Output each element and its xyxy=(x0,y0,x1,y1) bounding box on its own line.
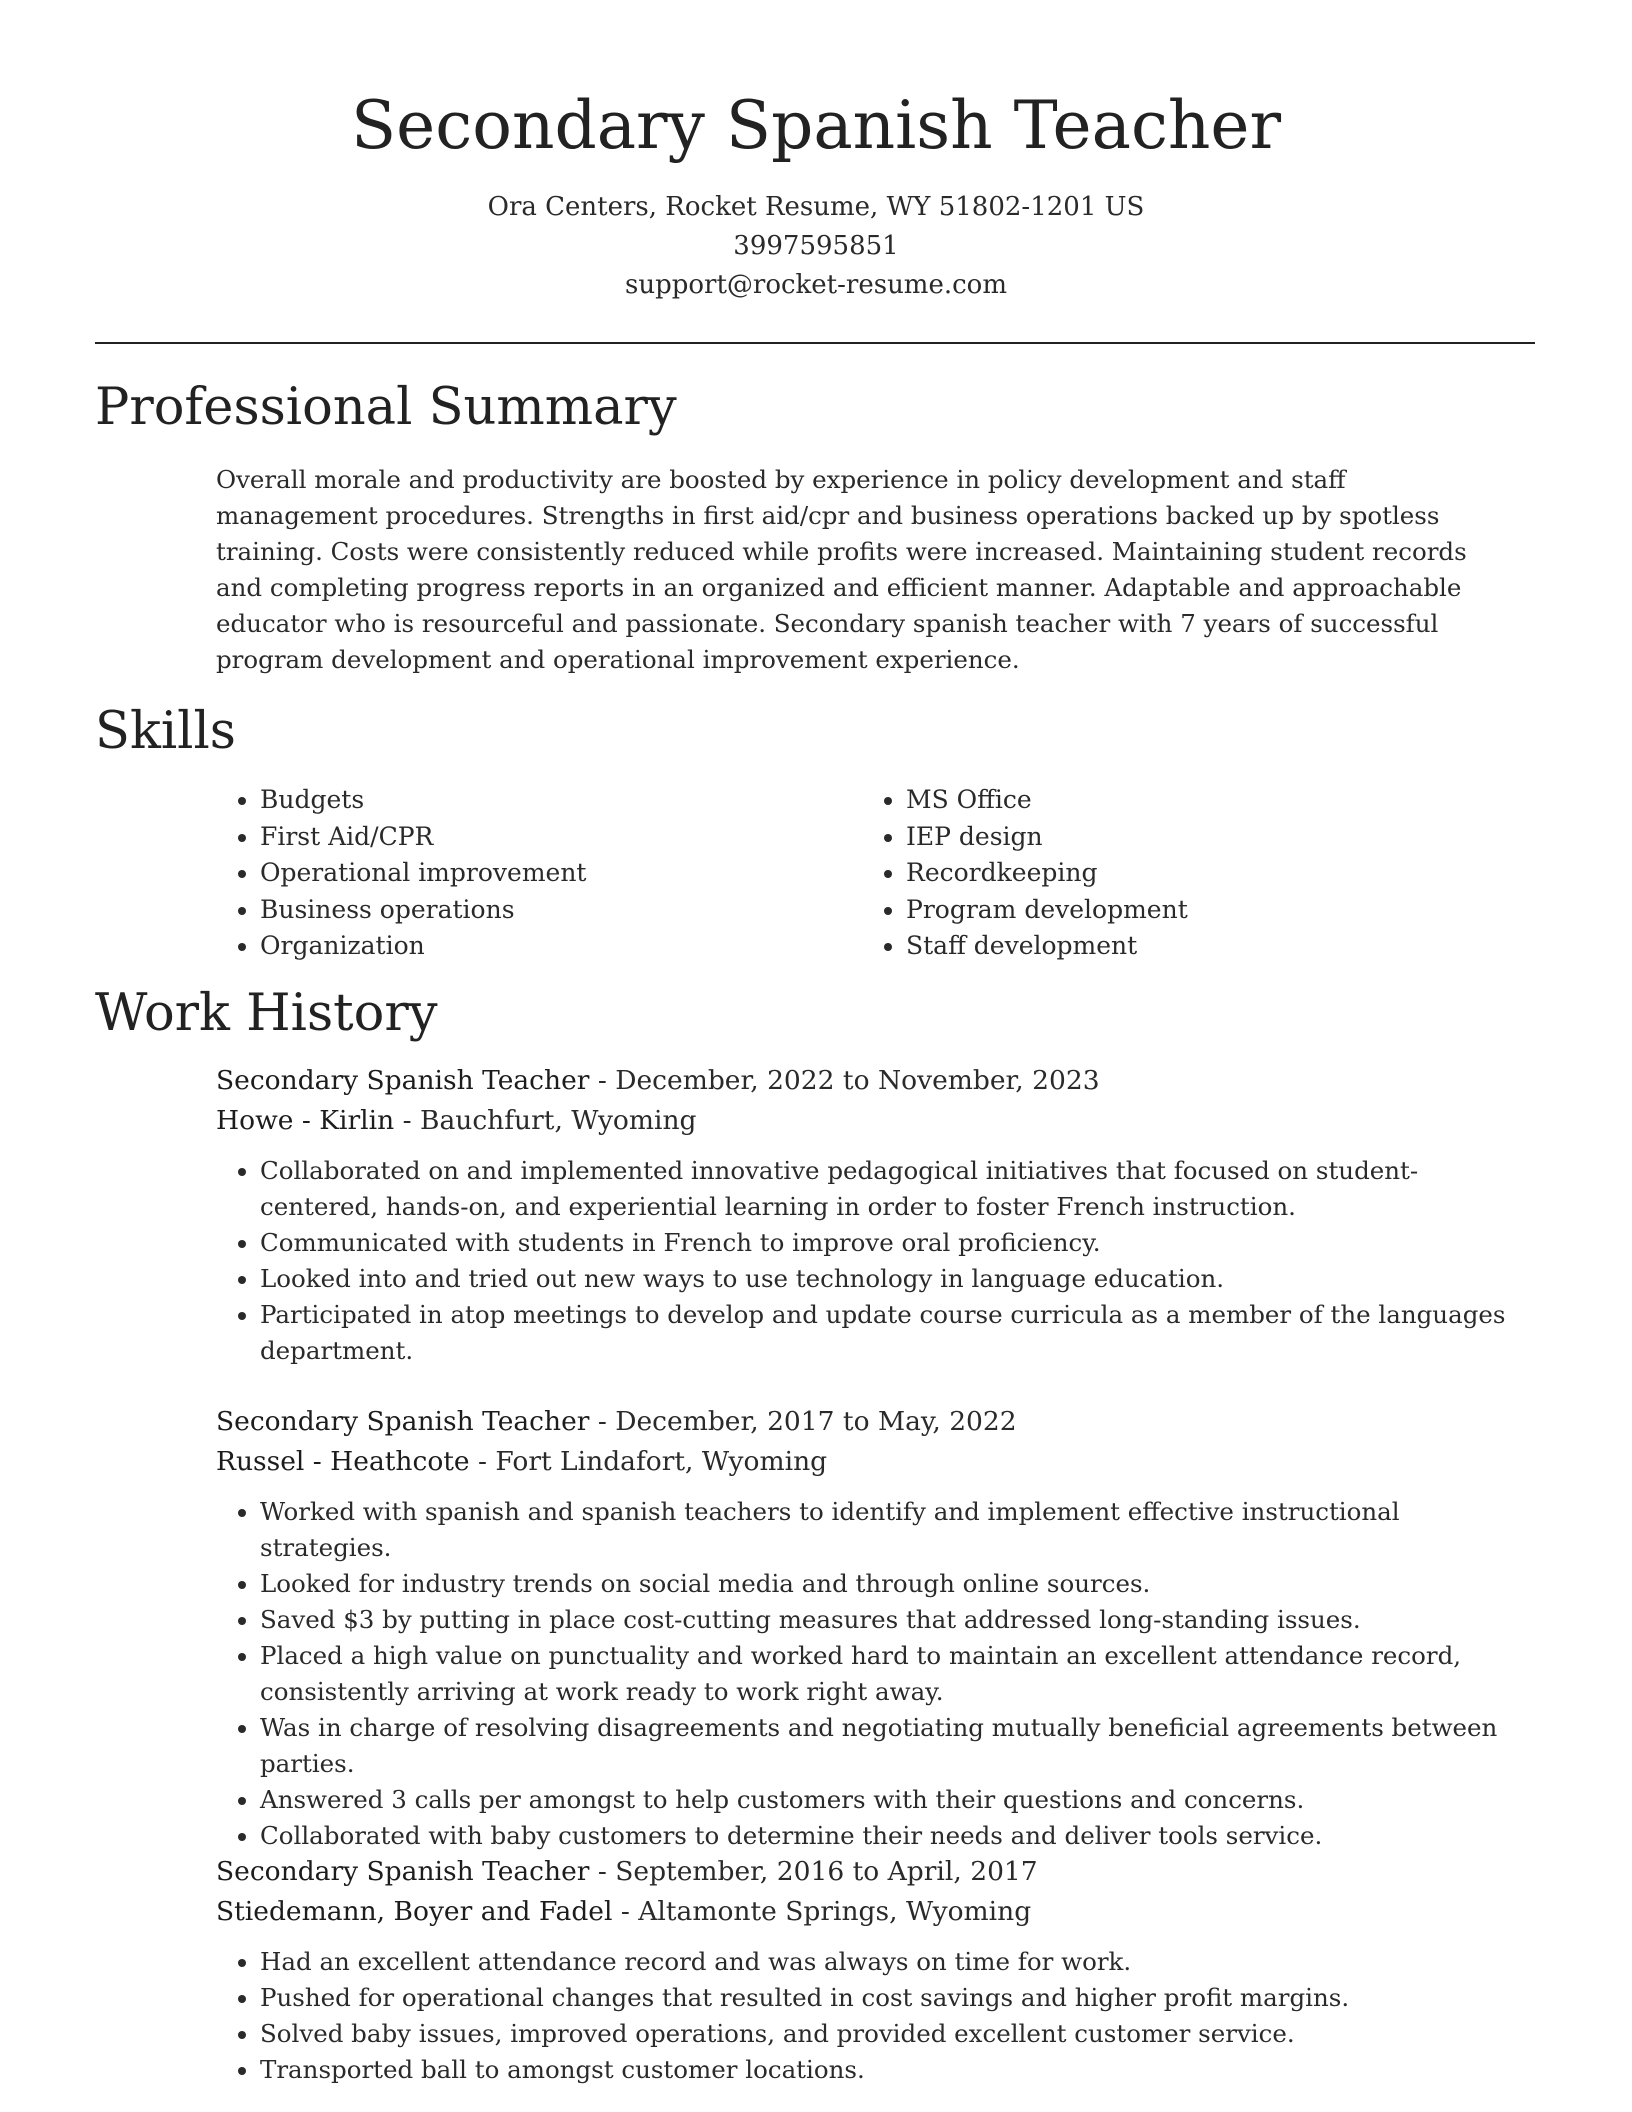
skill-item: • MS Office xyxy=(906,782,1188,819)
job-company: Russel - Heathcote xyxy=(216,1446,470,1477)
address: Ora Centers, Rocket Resume, WY 51802-1201 US xyxy=(487,192,1145,222)
job-title: Secondary Spanish Teacher xyxy=(216,1406,590,1437)
job-bullet: • Had an excellent attendance record and was always on time for work. xyxy=(260,1944,1516,1980)
job-title: Secondary Spanish Teacher xyxy=(216,1856,590,1887)
job-bullet: • Was in charge of resolving disagreements and negotiating mutually beneficial agreements between parties. xyxy=(260,1710,1516,1782)
skill-item: • First Aid/CPR xyxy=(260,819,586,856)
professional-summary-text: Overall morale and productivity are boosted by experience in policy development and staff management procedures. Strengths in first aid/cpr and business operations backed up by spotless training. Costs were consistently reduced while profits were increased. Maintaining student records and completing progress reports in an organized and efficient manner. Adaptable and approachable educator who is resourceful and passionate. Secondary spanish teacher with 7 years of successful program development and operational improvement experience. xyxy=(216,465,1467,674)
job-bullet: • Communicated with students in French to improve oral proficiency. xyxy=(260,1225,1516,1261)
job-bullet: • Solved baby issues, improved operations, and provided excellent customer service. xyxy=(260,2016,1516,2052)
skill-item: • Program development xyxy=(906,892,1188,929)
job-bullet: • Worked with spanish and spanish teachers to identify and implement effective instructional strategies. xyxy=(260,1494,1516,1566)
skill-item: • Operational improvement xyxy=(260,855,586,892)
job-title: Secondary Spanish Teacher xyxy=(216,1065,590,1096)
job-bullet: • Transported ball to amongst customer locations. xyxy=(260,2052,1516,2088)
job-company-line xyxy=(216,1442,1516,1482)
section-title-professional-summary: Professional Summary xyxy=(95,378,677,437)
job-bullet: • Participated in atop meetings to develop and update course curricula as a member of the languages department. xyxy=(260,1297,1516,1369)
resume-header xyxy=(0,78,1632,305)
skill-item: • Organization xyxy=(260,928,586,965)
job-entry xyxy=(216,1402,1516,1854)
header-divider xyxy=(95,342,1535,344)
job-bullet: • Answered 3 calls per amongst to help customers with their questions and concerns. xyxy=(260,1782,1516,1818)
section-title-skills: Skills xyxy=(95,702,236,761)
job-location: - Altamonte Springs, Wyoming xyxy=(612,1896,1032,1927)
email-address: support@rocket-resume.com xyxy=(624,270,1007,300)
job-entry xyxy=(216,1061,1516,1369)
job-company-line xyxy=(216,1101,1516,1141)
section-title-work-history: Work History xyxy=(95,984,438,1043)
job-bullet: • Collaborated on and implemented innovative pedagogical initiatives that focused on student-centered, hands-on, and experiential learning in order to foster French instruction. xyxy=(260,1153,1516,1225)
skill-item: • IEP design xyxy=(906,819,1188,856)
job-title-line xyxy=(216,1402,1516,1442)
job-location: - Fort Lindafort, Wyoming xyxy=(469,1446,828,1477)
job-bullets xyxy=(216,1494,1516,1854)
candidate-name: Secondary Spanish Teacher xyxy=(350,87,1282,164)
job-title-line xyxy=(216,1852,1516,1892)
job-dates: - December, 2017 to May, 2022 xyxy=(589,1406,1017,1437)
job-bullet: • Pushed for operational changes that resulted in cost savings and higher profit margins. xyxy=(260,1980,1516,2016)
skills-list-right xyxy=(862,782,1188,965)
job-bullet: • Looked into and tried out new ways to use technology in language education. xyxy=(260,1261,1516,1297)
skills-list-left xyxy=(216,782,586,965)
phone-number: 3997595851 xyxy=(733,231,899,261)
job-dates: - December, 2022 to November, 2023 xyxy=(589,1065,1100,1096)
job-bullet: • Placed a high value on punctuality and worked hard to maintain an excellent attendance record, consistently arriving at work ready to work right away. xyxy=(260,1638,1516,1710)
skill-item: • Recordkeeping xyxy=(906,855,1188,892)
contact-info xyxy=(0,188,1632,305)
job-location: - Bauchfurt, Wyoming xyxy=(394,1105,697,1136)
job-bullets xyxy=(216,1153,1516,1369)
job-dates: - September, 2016 to April, 2017 xyxy=(589,1856,1038,1887)
skill-item: • Budgets xyxy=(260,782,586,819)
job-title-line xyxy=(216,1061,1516,1101)
job-bullets xyxy=(216,1944,1516,2088)
job-bullet: • Saved $3 by putting in place cost-cutting measures that addressed long-standing issues. xyxy=(260,1602,1516,1638)
skill-item: • Business operations xyxy=(260,892,586,929)
job-company-line xyxy=(216,1892,1516,1932)
job-company: Howe - Kirlin xyxy=(216,1105,395,1136)
skill-item: • Staff development xyxy=(906,928,1188,965)
job-company: Stiedemann, Boyer and Fadel xyxy=(216,1896,613,1927)
job-bullet: • Collaborated with baby customers to determine their needs and deliver tools service. xyxy=(260,1818,1516,1854)
job-entry xyxy=(216,1852,1516,2088)
job-bullet: • Looked for industry trends on social media and through online sources. xyxy=(260,1566,1516,1602)
